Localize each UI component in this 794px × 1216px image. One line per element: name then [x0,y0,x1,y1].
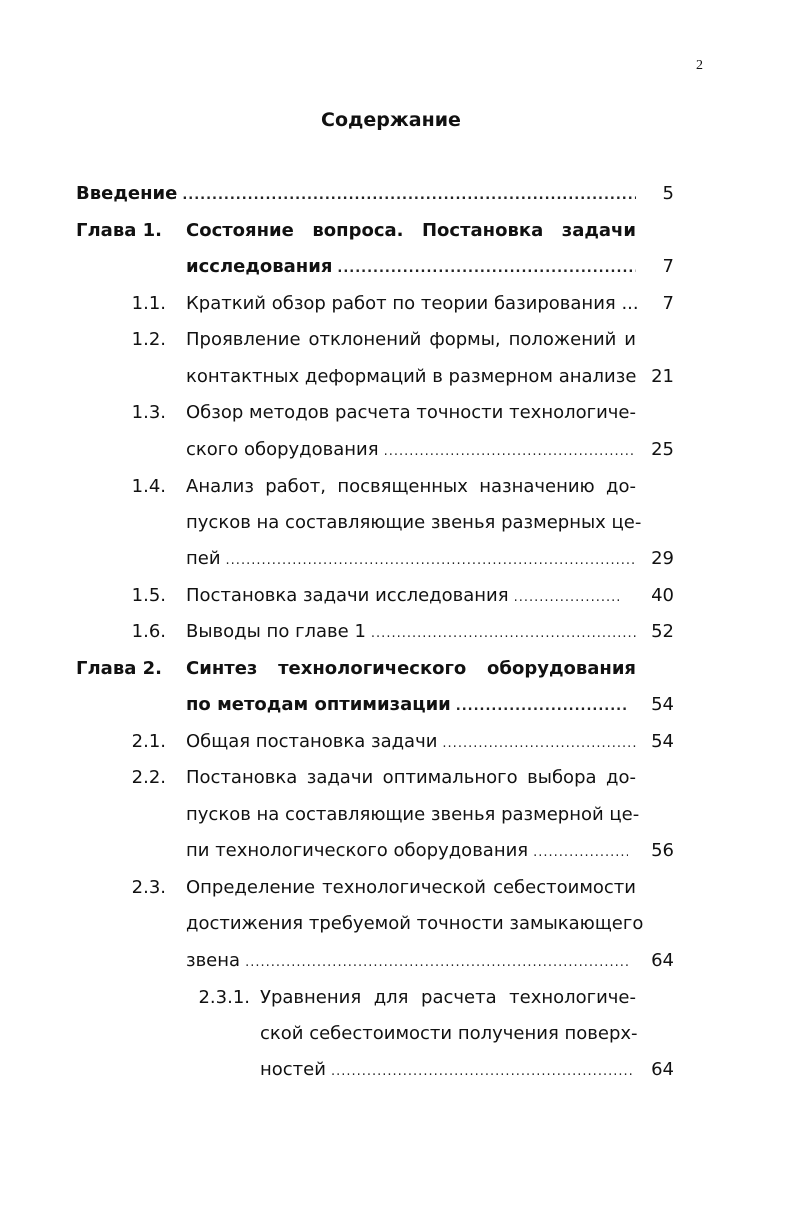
entry-text: ностей [260,1059,326,1080]
section-label: 1.2. [131,329,166,350]
page-ref: 25 [651,439,674,460]
entry-text: контактных деформаций в размерном анализе [186,366,637,387]
page-ref: 5 [662,183,674,204]
subsection-label: 2.3.1. [198,987,250,1008]
section-label: 2.3. [131,877,166,898]
section-label: 2.2. [131,767,166,788]
toc-entry-2-1 [186,729,636,757]
page-ref: 52 [651,621,674,642]
toc-entry-2-3 [186,948,628,976]
entry-text: Выводы по главе 1 [186,621,366,642]
entry-text: звена [186,950,241,971]
dot-leader [384,439,636,465]
entry-text: Состояние вопроса. Постановка задачи [186,220,636,241]
chapter-label: Глава 1. [76,220,162,241]
entry-text: пи технологического оборудования [186,840,529,861]
entry-text: Уравнения для расчета технологиче- [260,987,636,1008]
dot-leader [456,694,628,720]
section-label: 1.3. [131,402,166,423]
dot-leader [514,585,622,611]
dot-leader [371,621,636,647]
entry-text: Краткий обзор работ по теории базирования ... [186,293,639,314]
toc-entry-1-3 [186,437,636,465]
toc-entry-2-3-1 [260,1057,632,1085]
section-label: 1.5. [131,585,166,606]
page-ref: 7 [662,256,674,277]
dot-leader [226,548,636,574]
dot-leader [442,731,636,757]
entry-text: пусков на составляющие звенья размерных це- [186,512,642,533]
page-ref: 64 [651,950,674,971]
entry-text: пей [186,548,221,569]
entry-text: Обзор методов расчета точности технологиче- [186,402,636,423]
section-label: 1.1. [131,293,166,314]
page-ref: 7 [662,293,674,314]
page-ref: 40 [651,585,674,606]
entry-text: Проявление отклонений формы, положений и [186,329,636,350]
entry-text: достижения требуемой точности замыкающего [186,913,644,934]
toc-entry-1-4 [186,546,636,574]
entry-text: Общая постановка задачи [186,731,438,752]
dot-leader [331,1059,632,1085]
entry-text: Анализ работ, посвященных назначению до- [186,476,636,497]
page-ref: 54 [651,694,674,715]
entry-text: по методам оптимизации [186,694,451,715]
entry-text: исследования [186,256,333,277]
entry-text: Синтез технологического оборудования [186,658,636,679]
entry-text: Постановка задачи исследования [186,585,509,606]
page-ref: 56 [651,840,674,861]
dot-leader [337,256,636,282]
dot-leader [182,183,636,209]
entry-text: Введение [76,183,178,204]
page-number: 2 [696,58,703,73]
entry-text: ской себестоимости получения поверх- [260,1023,638,1044]
entry-text: пусков на составляющие звенья размерной це- [186,804,640,825]
entry-text: ского оборудования [186,439,379,460]
chapter-label: Глава 2. [76,658,162,679]
toc-entry-ch2 [186,692,628,720]
section-label: 2.1. [131,731,166,752]
page-ref: 64 [651,1059,674,1080]
toc-entry-intro [76,181,636,209]
toc-entry-1-5 [186,583,622,611]
toc-entry-1-6 [186,619,636,647]
toc-title: Содержание [321,109,461,131]
toc-entry-ch1 [186,254,636,282]
page-ref: 21 [651,366,674,387]
dot-leader [533,840,628,866]
section-label: 1.6. [131,621,166,642]
page-ref: 29 [651,548,674,569]
section-label: 1.4. [131,476,166,497]
entry-text: Постановка задачи оптимального выбора до- [186,767,636,788]
dot-leader [245,950,628,976]
toc-entry-2-2 [186,838,628,866]
page-ref: 54 [651,731,674,752]
entry-text: Определение технологической себестоимости [186,877,636,898]
